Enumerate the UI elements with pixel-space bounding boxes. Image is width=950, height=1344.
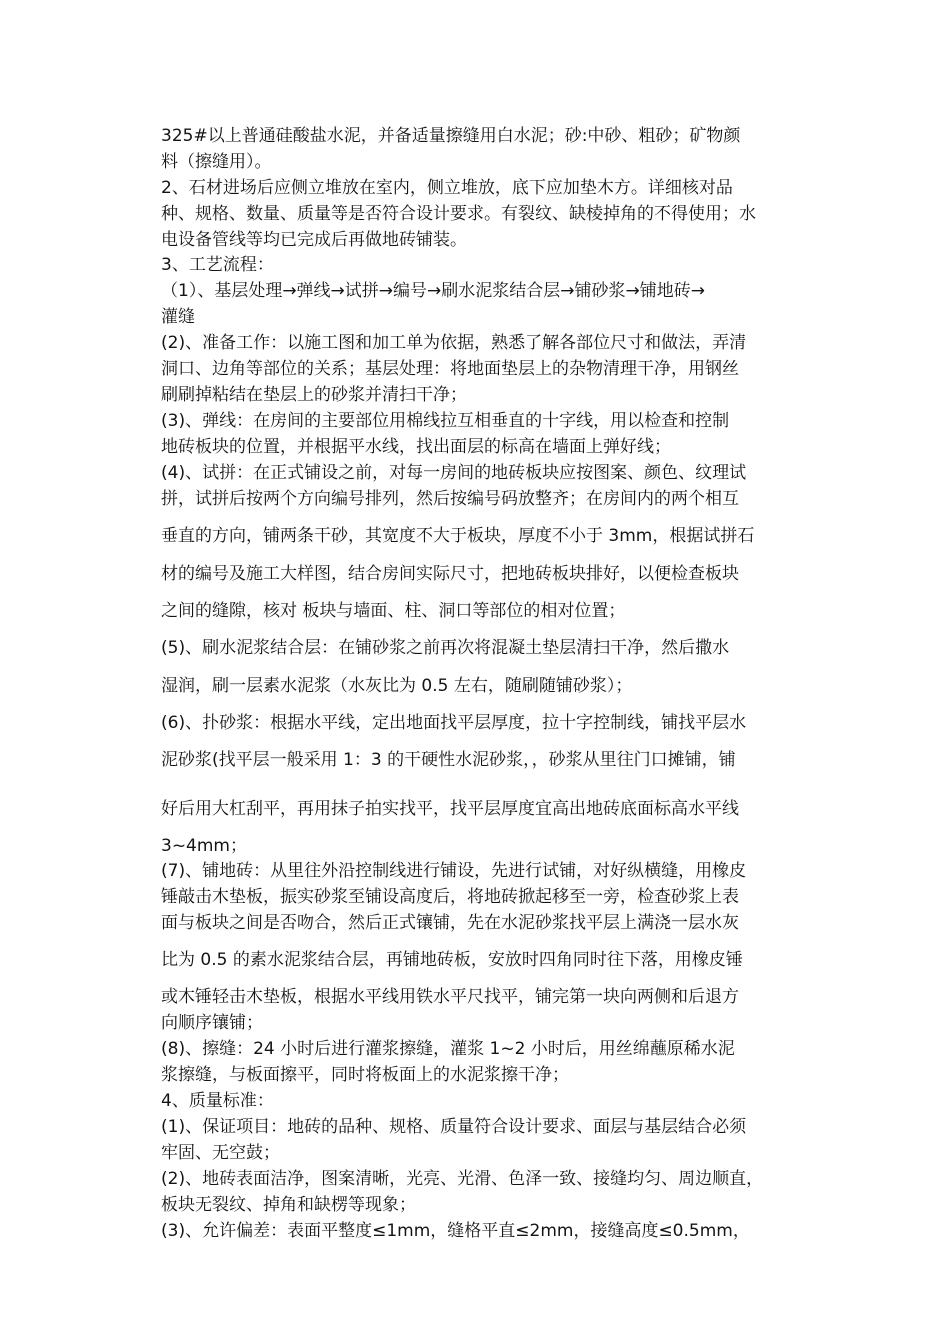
text-line: 比为 0.5 的素水泥浆结合层，再铺地砖板，安放时四角同时往下落，用橡皮锤 [161, 950, 743, 970]
text-line: (5)、刷水泥浆结合层：在铺砂浆之前再次将混凝土垫层清扫干净，然后撒水 [161, 638, 730, 658]
text-line: (4)、试拼：在正式铺设之前，对每一房间的地砖板块应按图案、颜色、纹理试 [161, 463, 747, 483]
text-line: 垂直的方向，铺两条干砂，其宽度不大于板块，厚度不小于 3mm，根据试拼石 [161, 526, 755, 546]
text-line: 3~4mm； [161, 836, 247, 856]
text-line: 料（擦缝用）。 [161, 152, 272, 172]
text-line: 锤敲击木垫板，振实砂浆至铺设高度后，将地砖掀起移至一旁，检查砂浆上表 [161, 887, 739, 907]
text-line: 牢固、无空鼓； [161, 1143, 280, 1163]
text-line: 面与板块之间是否吻合，然后正式镶铺，先在水泥砂浆找平层上满浇一层水灰 [161, 913, 739, 933]
text-line: (8)、擦缝：24 小时后进行灌浆擦缝，灌浆 1~2 小时后，用丝绵蘸原稀水泥 [161, 1039, 735, 1059]
text-line: 材的编号及施工大样图，结合房间实际尺寸，把地砖板块排好，以便检查板块 [161, 564, 739, 584]
text-line: (2)、地砖表面洁净，图案清晰，光亮、光滑、色泽一致、接缝均匀、周边顺直， [161, 1169, 764, 1189]
text-line: 2、石材进场后应侧立堆放在室内，侧立堆放，底下应加垫木方。详细核对品 [161, 178, 733, 198]
text-line: 浆擦缝，与板面擦平，同时将板面上的水泥浆擦干净； [161, 1065, 569, 1085]
text-line: 之间的缝隙，核对 板块与墙面、柱、洞口等部位的相对位置； [161, 601, 626, 621]
text-line: (2)、准备工作：以施工图和加工单为依据，熟悉了解各部位尺寸和做法，弄清 [161, 333, 747, 353]
text-line: 种、规格、数量、质量等是否符合设计要求。有裂纹、缺棱掉角的不得使用；水 [161, 204, 756, 224]
text-line: 刷刷掉粘结在垫层上的砂浆并清扫干净； [161, 385, 467, 405]
text-line: （1）、基层处理→弹线→试拼→编号→刷水泥浆结合层→铺砂浆→铺地砖→ [161, 281, 706, 301]
text-line: 拼，试拼后按两个方向编号排列，然后按编号码放整齐；在房间内的两个相互 [161, 489, 739, 509]
text-line: 3、工艺流程： [161, 255, 274, 275]
text-line: (6)、扑砂浆：根据水平线，定出地面找平层厚度，拉十字控制线，铺找平层水 [161, 713, 747, 733]
text-line: (7)、铺地砖：从里往外沿控制线进行铺设，先进行试铺，对好纵横缝，用橡皮 [161, 861, 747, 881]
text-line: 向顺序镶铺； [161, 1013, 263, 1033]
text-line: 4、质量标准： [161, 1091, 274, 1111]
text-line: 洞口、边角等部位的关系；基层处理：将地面垫层上的杂物清理干净，用钢丝 [161, 359, 739, 379]
text-line: 或木锤轻击木垫板，根据水平线用铁水平尺找平，铺完第一块向两侧和后退方 [161, 987, 739, 1007]
text-line: (3)、允许偏差：表面平整度≤1mm，缝格平直≤2mm，接缝高度≤0.5mm， [161, 1221, 750, 1241]
text-line: 灌缝 [161, 307, 195, 327]
text-line: (3)、弹线：在房间的主要部位用棉线拉互相垂直的十字线，用以检查和控制 [161, 411, 730, 431]
text-line: 好后用大杠刮平，再用抹子拍实找平，找平层厚度宜高出地砖底面标高水平线 [161, 799, 739, 819]
text-line: 湿润，刷一层素水泥浆（水灰比为 0.5 左右，随刷随铺砂浆）； [161, 676, 633, 696]
text-line: 地砖板块的位置，并根据平水线，找出面层的标高在墙面上弹好线； [161, 437, 671, 457]
text-line: 泥砂浆(找平层一般采用 1：3 的干硬性水泥砂浆，，砂浆从里往门口摊铺，铺 [161, 750, 736, 770]
text-line: 板块无裂纹、掉角和缺楞等现象； [161, 1195, 416, 1215]
text-line: 电设备管线等均已完成后再做地砖铺装。 [161, 230, 467, 250]
text-line: 325#以上普通硅酸盐水泥，并备适量擦缝用白水泥；砂:中砂、粗砂；矿物颜 [161, 126, 741, 146]
text-line: (1)、保证项目：地砖的品种、规格、质量符合设计要求、面层与基层结合必须 [161, 1117, 747, 1137]
